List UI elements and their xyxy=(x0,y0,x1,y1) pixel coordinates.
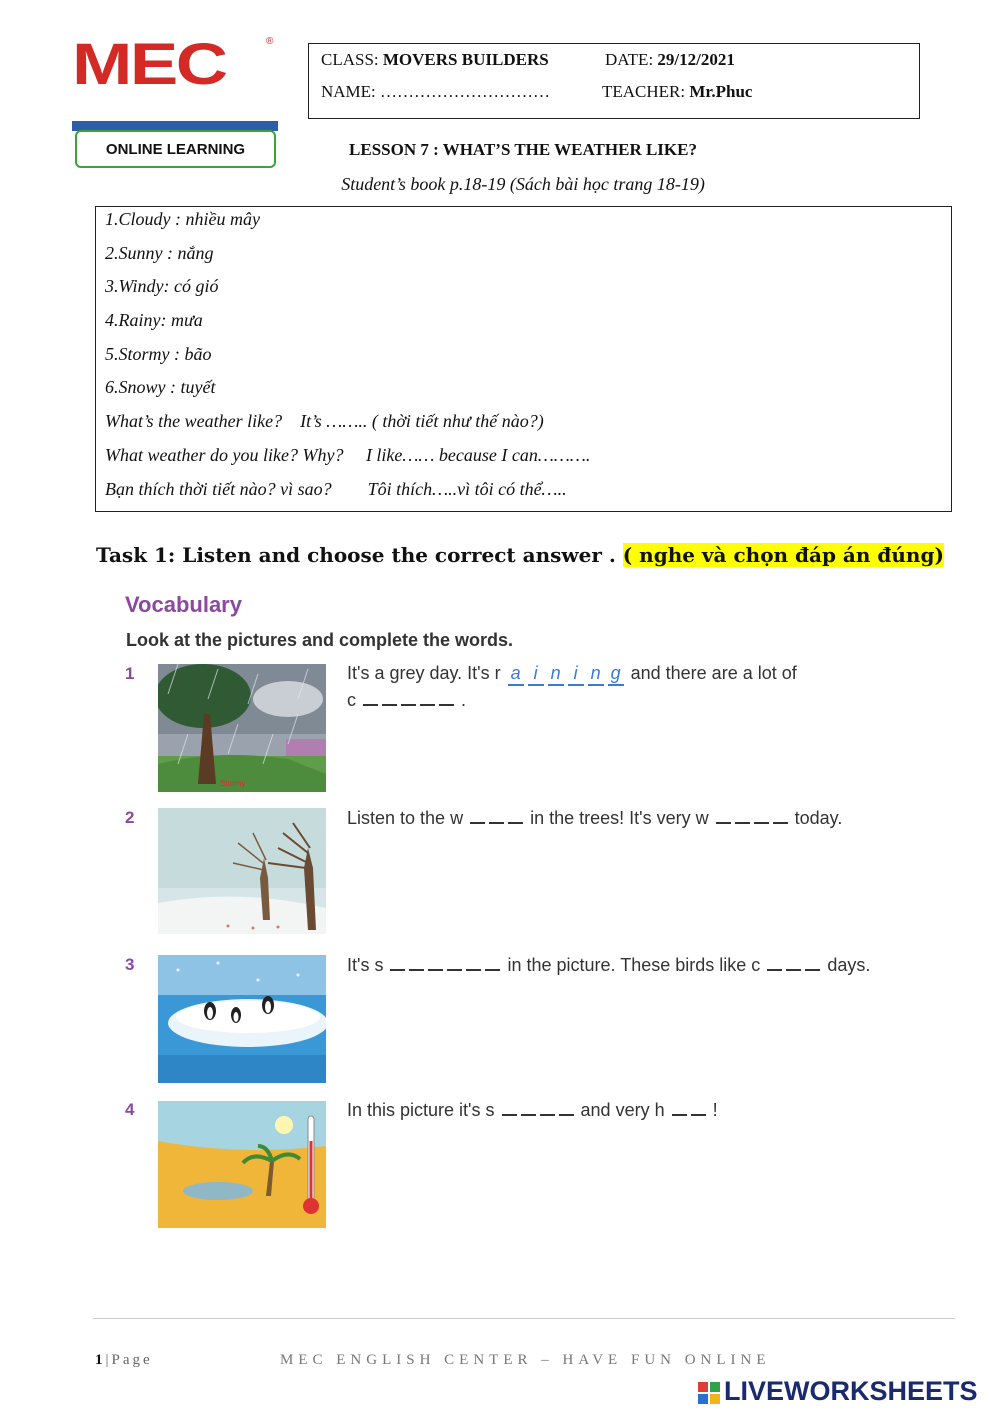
answer-letter[interactable]: i xyxy=(568,663,584,686)
blank[interactable] xyxy=(502,1100,517,1116)
vocab-line: 1.Cloudy : nhiều mây xyxy=(105,209,260,229)
vocab-line: What weather do you like? Why? I like…… because I can………. xyxy=(105,445,591,465)
blank[interactable] xyxy=(521,1100,536,1116)
vocab-box xyxy=(95,206,952,512)
item-4-line: In this picture it's s and very h ! xyxy=(347,1100,718,1120)
rainy-picture xyxy=(158,664,326,792)
class-field: CLASS: MOVERS BUILDERS xyxy=(321,50,549,69)
answer-letter[interactable]: a xyxy=(508,663,524,686)
blank[interactable] xyxy=(767,955,782,971)
blank[interactable] xyxy=(447,955,462,971)
lesson-title: LESSON 7 : WHAT’S THE WEATHER LIKE? xyxy=(349,140,697,159)
blank[interactable] xyxy=(382,690,397,706)
blank[interactable] xyxy=(363,690,378,706)
item-number: 3 xyxy=(125,955,135,974)
answer-letter[interactable]: n xyxy=(588,663,604,686)
vocab-line: Bạn thích thời tiết nào? vì sao? Tôi thích…..vì tôi có thể….. xyxy=(105,479,567,499)
teacher-field: TEACHER: Mr.Phuc xyxy=(602,82,753,101)
blank[interactable] xyxy=(691,1100,706,1116)
teacher-value: Mr.Phuc xyxy=(689,82,753,101)
windy-picture xyxy=(158,808,326,934)
answer-letter[interactable]: g xyxy=(608,663,624,686)
blank[interactable] xyxy=(540,1100,555,1116)
item-2-line: Listen to the w in the trees! It's very w today. xyxy=(347,808,843,828)
item-3-line: It's s in the picture. These birds like c days. xyxy=(347,955,871,975)
picture-caption: Stormy xyxy=(220,779,246,788)
page-number: 1|Page xyxy=(95,1352,153,1368)
blank[interactable] xyxy=(805,955,820,971)
book-reference: Student’s book p.18-19 (Sách bài học trang 18-19) xyxy=(341,174,705,194)
blank[interactable] xyxy=(470,808,485,824)
date-field: DATE: 29/12/2021 xyxy=(605,50,735,69)
blank[interactable] xyxy=(773,808,788,824)
blank[interactable] xyxy=(716,808,731,824)
blank[interactable] xyxy=(735,808,750,824)
answer-letter[interactable]: n xyxy=(548,663,564,686)
footer-text: MEC ENGLISH CENTER – HAVE FUN ONLINE xyxy=(280,1352,771,1368)
blank[interactable] xyxy=(466,955,481,971)
logo-subtitle: ONLINE LEARNING xyxy=(75,130,276,168)
blank[interactable] xyxy=(489,808,504,824)
answer-letter[interactable]: i xyxy=(528,663,544,686)
blank[interactable] xyxy=(401,690,416,706)
blank[interactable] xyxy=(420,690,435,706)
blank[interactable] xyxy=(390,955,405,971)
blank[interactable] xyxy=(786,955,801,971)
vocab-line: 2.Sunny : nắng xyxy=(105,243,214,263)
item-number: 1 xyxy=(125,664,135,683)
name-field[interactable]: NAME: ………………………… xyxy=(321,82,551,101)
vocab-line: 4.Rainy: mưa xyxy=(105,310,203,330)
vocab-line: What’s the weather like? It’s …….. ( thời tiết như thế nào?) xyxy=(105,411,544,431)
blank[interactable] xyxy=(485,955,500,971)
blank[interactable] xyxy=(754,808,769,824)
snowy-picture xyxy=(158,955,326,1083)
item-number: 4 xyxy=(125,1100,135,1119)
vocab-line: 5.Stormy : bão xyxy=(105,344,212,364)
footer-divider xyxy=(93,1318,955,1319)
vocabulary-title: Vocabulary xyxy=(125,592,242,617)
blank[interactable] xyxy=(508,808,523,824)
vocabulary-instruction: Look at the pictures and complete the words. xyxy=(126,630,514,650)
vocab-line: 6.Snowy : tuyết xyxy=(105,377,216,397)
blank[interactable] xyxy=(409,955,424,971)
item-1-line-2: c . xyxy=(347,690,467,710)
item-number: 2 xyxy=(125,808,135,827)
blank[interactable] xyxy=(672,1100,687,1116)
blank[interactable] xyxy=(559,1100,574,1116)
task-heading: Task 1: Listen and choose the correct answer . ( nghe và chọn đáp án đúng) xyxy=(96,543,944,567)
item-1-line-1: It's a grey day. It's r a i n i n g and there are a lot of xyxy=(347,663,797,686)
mec-logo xyxy=(72,32,278,158)
vocab-line: 3.Windy: có gió xyxy=(105,276,219,296)
date-value: 29/12/2021 xyxy=(657,50,735,69)
liveworksheets-brand[interactable]: LIVEWORKSHEETS xyxy=(724,1376,978,1406)
task-highlight: ( nghe và chọn đáp án đúng) xyxy=(622,543,944,567)
blank[interactable] xyxy=(439,690,454,706)
liveworksheets-icon xyxy=(698,1382,720,1404)
blank[interactable] xyxy=(428,955,443,971)
class-value: MOVERS BUILDERS xyxy=(382,50,549,69)
header-info-box xyxy=(308,43,920,119)
sunny-picture xyxy=(158,1101,326,1228)
logo-registered: ® xyxy=(266,36,274,47)
logo-brand: MEC xyxy=(72,32,226,97)
